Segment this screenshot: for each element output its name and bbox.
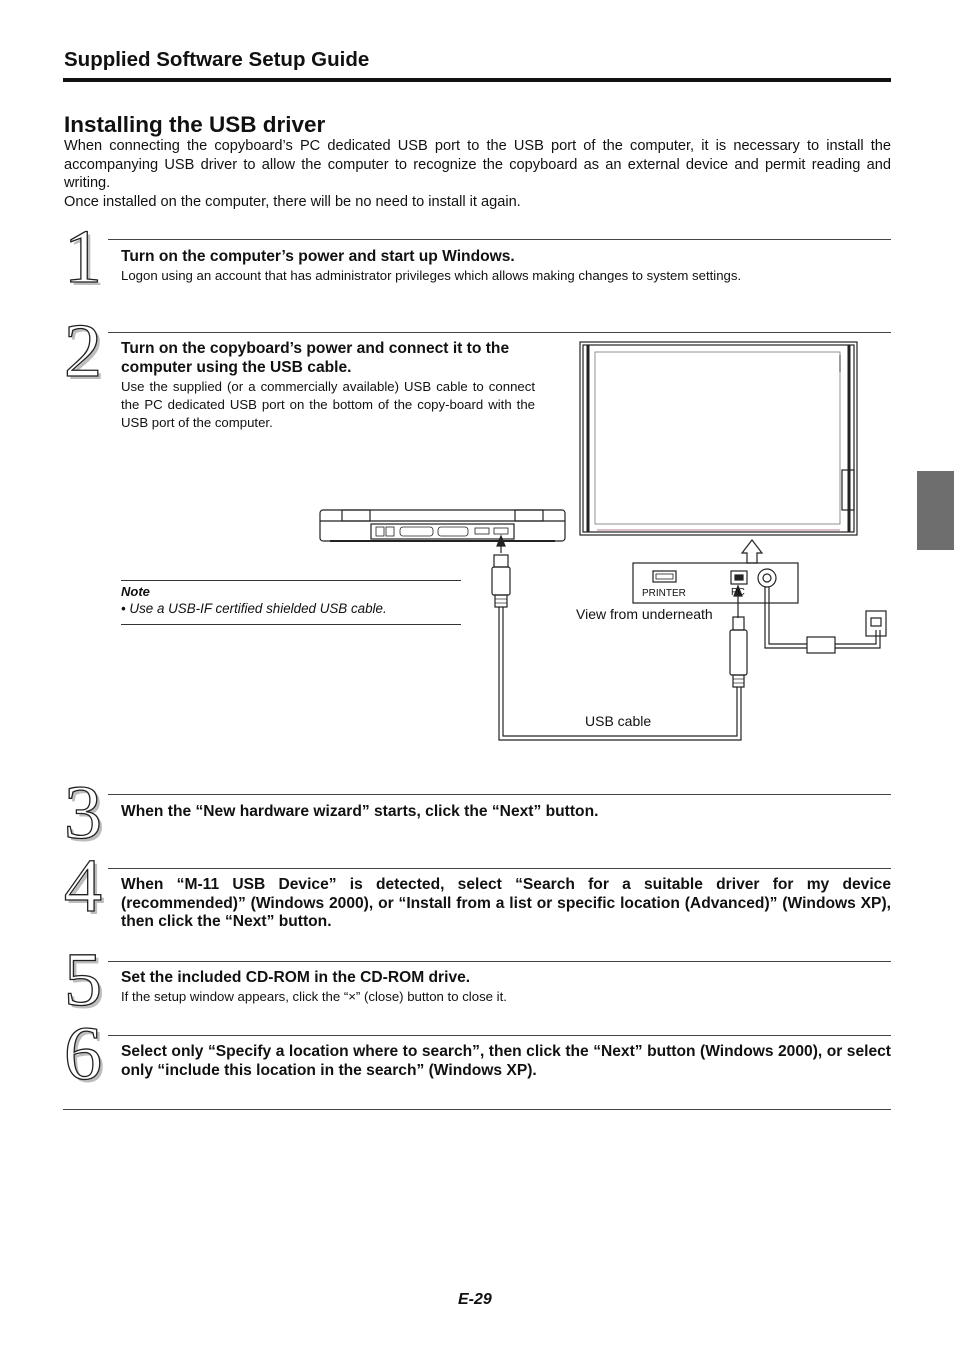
step-1-title: Turn on the computer’s power and start up Windows.	[121, 248, 515, 265]
power-cord	[765, 587, 886, 653]
step-3-number: 3	[64, 771, 102, 855]
page-heading: Installing the USB driver	[64, 112, 326, 137]
intro-text	[64, 137, 891, 211]
copyboard-illustration	[580, 342, 857, 535]
step-5-body: If the setup window appears, click the “×” (close) button to close it.	[121, 989, 507, 1004]
bottom-rule	[63, 1109, 891, 1110]
step-4-rule	[108, 868, 891, 869]
step-2-body: Use the supplied (or a commercially available) USB cable to connect the PC dedicated USB port on the bottom of the copy-board with the USB port of the computer.	[121, 379, 535, 430]
connection-diagram	[300, 330, 900, 750]
step-6-number: 6	[64, 1012, 102, 1096]
step-6-title: Select only “Specify a location where to search”, then click the “Next” button (Windows 2000), or select only “include this location in the search” (Windows XP).	[121, 1043, 891, 1079]
step-1-body: Logon using an account that has administrator privileges which allows making changes to system settings.	[121, 268, 742, 283]
view-from-underneath-label: View from underneath	[576, 606, 713, 622]
page-number: E-29	[458, 1291, 492, 1308]
laptop-illustration	[320, 510, 565, 541]
note-text: • Use a USB-IF certified shielded USB cable.	[121, 601, 387, 616]
step-3-title: When the “New hardware wizard” starts, click the “Next” button.	[121, 803, 599, 820]
step-5-number: 5	[64, 938, 102, 1022]
intro-paragraph-2: Once installed on the computer, there will be no need to install it again.	[64, 193, 521, 210]
step-3-rule	[108, 794, 891, 795]
pc-port-label: PC	[731, 587, 745, 598]
note-label: Note	[121, 584, 150, 599]
step-6-rule	[108, 1035, 891, 1036]
step-2-number: 2	[64, 309, 102, 393]
up-arrow-icon	[742, 540, 762, 563]
intro-paragraph-1: When connecting the copyboard’s PC dedicated USB port to the USB port of the computer, it is necessary to install the accompanying USB driver to allow the computer to recognize the copyboard as an external device and permit reading and writing.	[64, 138, 891, 192]
step-2-title: Turn on the copyboard’s power and connect it to the computer using the USB cable.	[121, 340, 510, 376]
step-4-title: When “M-11 USB Device” is detected, select “Search for a suitable driver for my device (recommended)” (Windows 2000), or “Install from a list or specific location (Advanced)” (Windows XP), then click the “Next” button.	[121, 876, 891, 930]
step-4-number: 4	[64, 844, 102, 928]
step-5-rule	[108, 961, 891, 962]
step-1-rule	[108, 239, 891, 240]
step-1-number: 1	[64, 215, 102, 299]
step-5-title: Set the included CD-ROM in the CD-ROM drive.	[121, 969, 471, 986]
usb-b-plug	[730, 617, 747, 687]
usb-cable-label: USB cable	[585, 713, 652, 729]
printer-port-label: PRINTER	[642, 588, 686, 599]
side-tab	[917, 471, 954, 550]
header-rule	[63, 78, 891, 82]
section-title: Supplied Software Setup Guide	[64, 48, 370, 71]
usb-a-plug	[492, 555, 510, 607]
